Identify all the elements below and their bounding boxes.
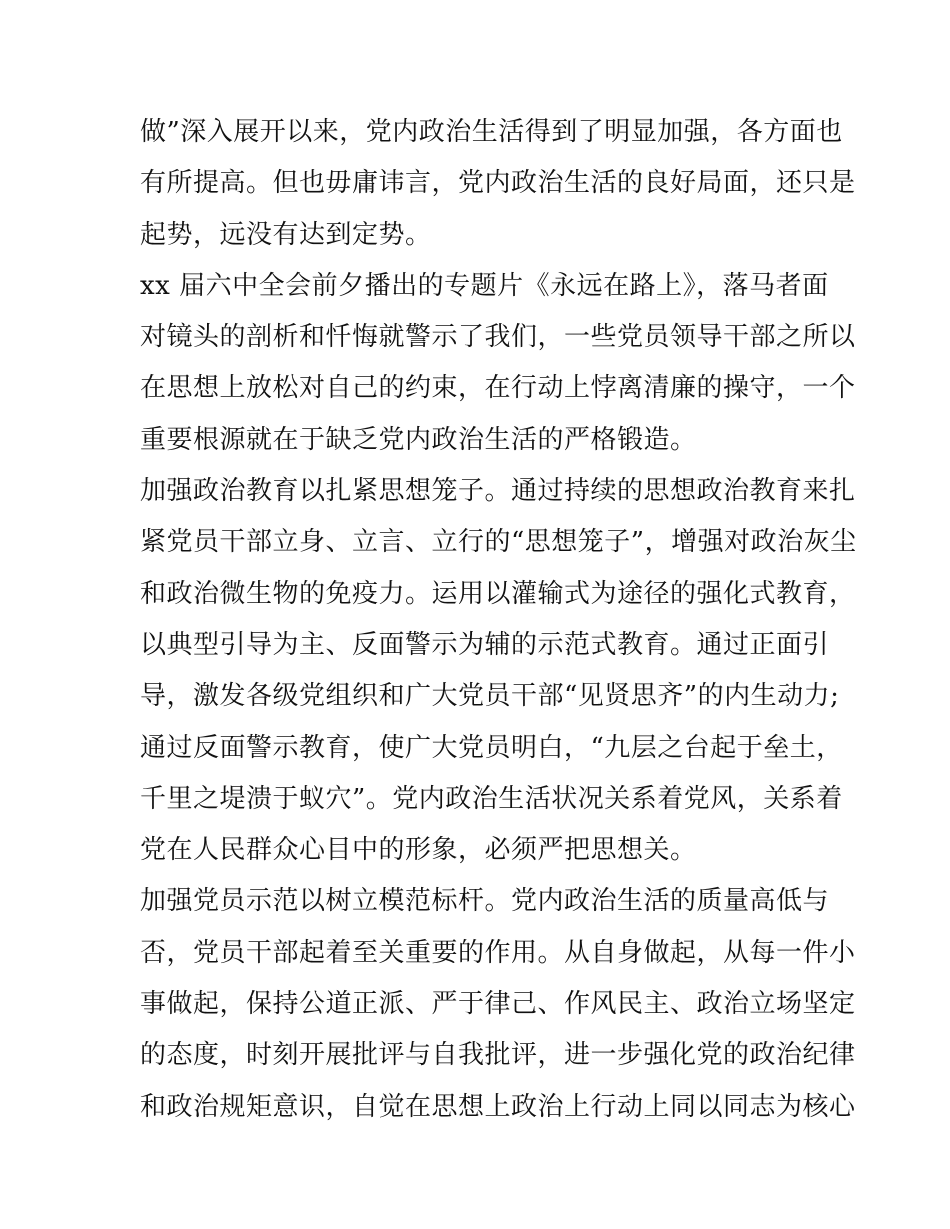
text-line: 有所提高。但也毋庸讳言，党内政治生活的良好局面，还只是 [140,168,856,199]
text-line: 的态度，时刻开展批评与自我批评，进一步强化党的政治纪律 [140,1040,856,1071]
text-line: 紧党员干部立身、立言、立行的“思想笼子”，增强对政治灰尘 [140,527,857,558]
text-line: xx 届六中全会前夕播出的专题片《永远在路上》，落马者面 [140,270,829,301]
text-line: 否，党员干部起着至关重要的作用。从自身做起，从每一件小 [140,937,856,968]
body-text [140,107,857,1133]
text-line: 做”深入展开以来，党内政治生活得到了明显加强，各方面也 [140,117,843,147]
text-line: 和政治微生物的免疫力。运用以灌输式为途径的强化式教育， [140,578,856,609]
text-line: 事做起，保持公道正派、严于律己、作风民主、政治立场坚定 [140,989,856,1020]
text-line: 加强党员示范以树立模范标杆。党内政治生活的质量高低与 [140,886,830,917]
text-line: 加强政治教育以扎紧思想笼子。通过持续的思想政治教育来扎 [140,476,856,507]
text-line: 导，激发各级党组织和广大党员干部“见贤思齐”的内生动力; [140,681,840,712]
text-line: 在思想上放松对自己的约束，在行动上悖离清廉的操守，一个 [140,373,856,404]
text-line: 以典型引导为主、反面警示为辅的示范式教育。通过正面引 [140,629,830,660]
text-line: 对镜头的剖析和忏悔就警示了我们，一些党员领导干部之所以 [140,322,856,353]
text-line: 通过反面警示教育，使广大党员明白，“九层之台起于垒土， [140,732,843,763]
text-line: 千里之堤溃于蚁穴”。党内政治生活状况关系着党风，关系着 [140,783,843,814]
text-line: 和政治规矩意识，自觉在思想上政治上行动上同以同志为核心 [140,1091,856,1122]
text-line: 起势，远没有达到定势。 [140,219,432,250]
text-line: 重要根源就在于缺乏党内政治生活的严格锻造。 [140,424,697,455]
text-line: 党在人民群众心目中的形象，必须严把思想关。 [140,835,697,866]
